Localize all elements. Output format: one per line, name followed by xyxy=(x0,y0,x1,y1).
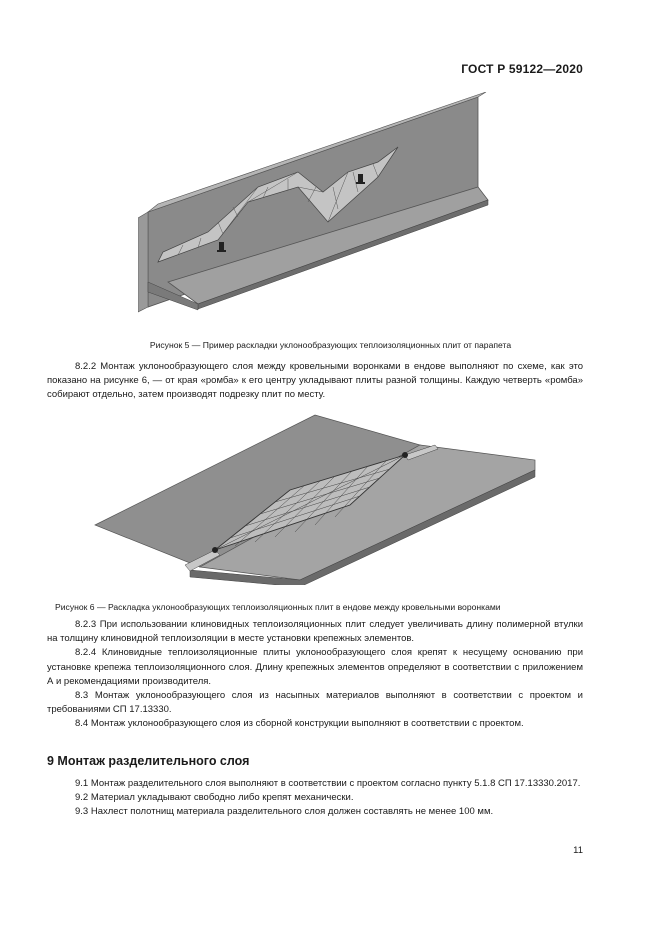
paragraph: 9.1 Монтаж разделительного слоя выполняют в соответствии с проектом согласно пункту 5.1.8 СП 17.13330.2017. xyxy=(75,778,581,789)
parapet-side xyxy=(138,212,148,312)
paragraph: 9.2 Материал укладывают свободно либо крепят механически. xyxy=(75,792,354,804)
text-block-8-2-3-to-8-4 xyxy=(47,618,583,732)
text-block-section-9 xyxy=(47,777,583,820)
page-number: 11 xyxy=(573,845,583,856)
document-code: ГОСТ Р 59122—2020 xyxy=(461,62,583,76)
paragraph: 8.2.2 Монтаж уклонообразующего слоя между кровельными воронками в ендове выполняют по схеме, как это показано на рисунке 6, — от края «ромба» к его центру укладывают плиты разной толщины. Каждую четверть «ромба» собирают отдельно, затем производят подрезку плит по месту. xyxy=(47,361,583,401)
figure-5-illustration xyxy=(138,92,498,322)
paragraph: 8.3 Монтаж уклонообразующего слоя из насыпных материалов выполняют в соответствии с проектом и требованиями СП 17.13330. xyxy=(47,690,583,716)
figure-6-illustration xyxy=(90,405,540,585)
figure-5-caption: Рисунок 5 — Пример раскладки уклонообразующих теплоизоляционных плит от парапета xyxy=(149,340,512,350)
paragraph: 9.3 Нахлест полотнищ материала разделительного слоя должен составлять не менее 100 мм. xyxy=(75,806,494,818)
paragraph: 8.2.3 При использовании клиновидных теплоизоляционных плит следует увеличивать длину полимерной втулки на толщину клиновидной теплоизоляции в месте установки крепежных элементов. xyxy=(47,619,583,645)
roof-funnel-icon xyxy=(212,547,218,553)
figure-6-caption: Рисунок 6 — Раскладка уклонообразующих теплоизоляционных плит в ендове между кровельными воронками xyxy=(55,602,501,612)
section-9-title: 9 Монтаж разделительного слоя xyxy=(47,754,250,768)
paragraph: 8.2.4 Клиновидные теплоизоляционные плиты уклонообразующего слоя крепят к несущему основанию при установке крепежа теплоизоляционного слоя. Длину крепежных элементов определяют в соответствии с приложением А и рекомендациями производителя. xyxy=(47,647,583,687)
paragraph: 8.4 Монтаж уклонообразующего слоя из сборной конструкции выполняют в соответствии с проектом. xyxy=(75,718,524,730)
roof-funnel-icon xyxy=(402,452,408,458)
text-block-8-2-2 xyxy=(47,360,583,403)
